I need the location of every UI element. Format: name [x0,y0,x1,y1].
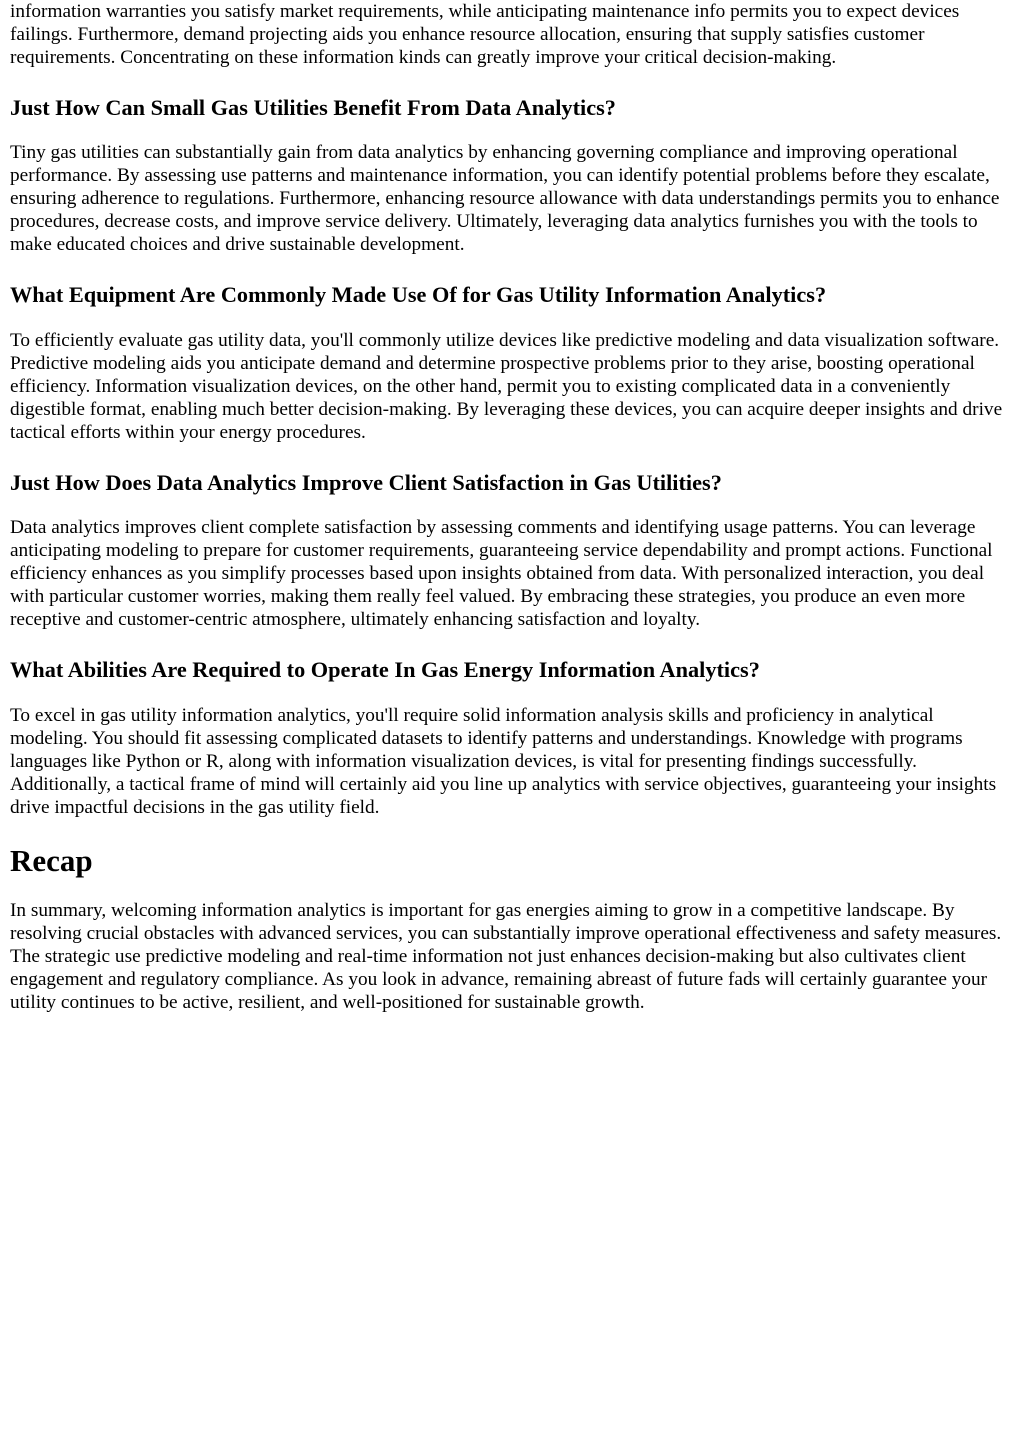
faq-answer: Tiny gas utilities can substantially gain from data analytics by enhancing governing compliance and improving operational performance. By assessing use patterns and maintenance information, you can identify potential problems before they escalate, ensuring adherence to regulations. Furthermore, enhancing resource allowance with data understandings permits you to enhance procedures, decrease costs, and improve service delivery. Ultimately, leveraging data analytics furnishes you with the tools to make educated choices and drive sustainable development. [10,142,1000,255]
faq-heading: What Equipment Are Commonly Made Use Of for Gas Utility Information Analytics? [10,282,827,307]
faq-heading: Just How Does Data Analytics Improve Client Satisfaction in Gas Utilities? [10,470,722,495]
recap-heading: Recap [10,843,93,878]
faq-answer: To excel in gas utility information analytics, you'll require solid information analysis skills and proficiency in analytical modeling. You should fit assessing complicated datasets to identify patterns and understandings. Knowledge with programs languages like Python or R, along with information visualization devices, is vital for presenting findings successfully. Additionally, a tactical frame of mind will certainly aid you line up analytics with service objectives, guaranteeing your insights drive impactful decisions in the gas utility field. [10,705,997,818]
faq-answer: To efficiently evaluate gas utility data, you'll commonly utilize devices like predictive modeling and data visualization software. Predictive modeling aids you anticipate demand and determine prospective problems prior to they arise, boosting operational efficiency. Information visualization devices, on the other hand, permit you to existing complicated data in a conveniently digestible format, enabling much better decision-making. By leveraging these devices, you can acquire deeper insights and drive tactical efforts within your energy procedures. [10,330,1003,443]
faq-answer: Data analytics improves client complete satisfaction by assessing comments and identifying usage patterns. You can leverage anticipating modeling to prepare for customer requirements, guaranteeing service dependability and prompt actions. Functional efficiency enhances as you simplify processes based upon insights obtained from data. With personalized interaction, you deal with particular customer worries, making them really feel valued. By embracing these strategies, you produce an even more receptive and customer-centric atmosphere, ultimately enhancing satisfaction and loyalty. [10,517,993,630]
faq-heading: What Abilities Are Required to Operate In Gas Energy Information Analytics? [10,657,760,682]
recap-paragraph: In summary, welcoming information analytics is important for gas energies aiming to grow in a competitive landscape. By resolving crucial obstacles with advanced services, you can substantially improve operational effectiveness and safety measures. The strategic use predictive modeling and real-time information not just enhances decision-making but also cultivates client engagement and regulatory compliance. As you look in advance, remaining abreast of future fads will certainly guarantee your utility continues to be active, resilient, and well-positioned for sustainable growth. [10,900,1002,1013]
faq-heading: Just How Can Small Gas Utilities Benefit From Data Analytics? [10,95,616,120]
intro-paragraph: information warranties you satisfy market requirements, while anticipating maintenance info permits you to expect devices failings. Furthermore, demand projecting aids you enhance resource allocation, ensuring that supply satisfies customer requirements. Concentrating on these information kinds can greatly improve your critical decision-making. [10,1,960,68]
